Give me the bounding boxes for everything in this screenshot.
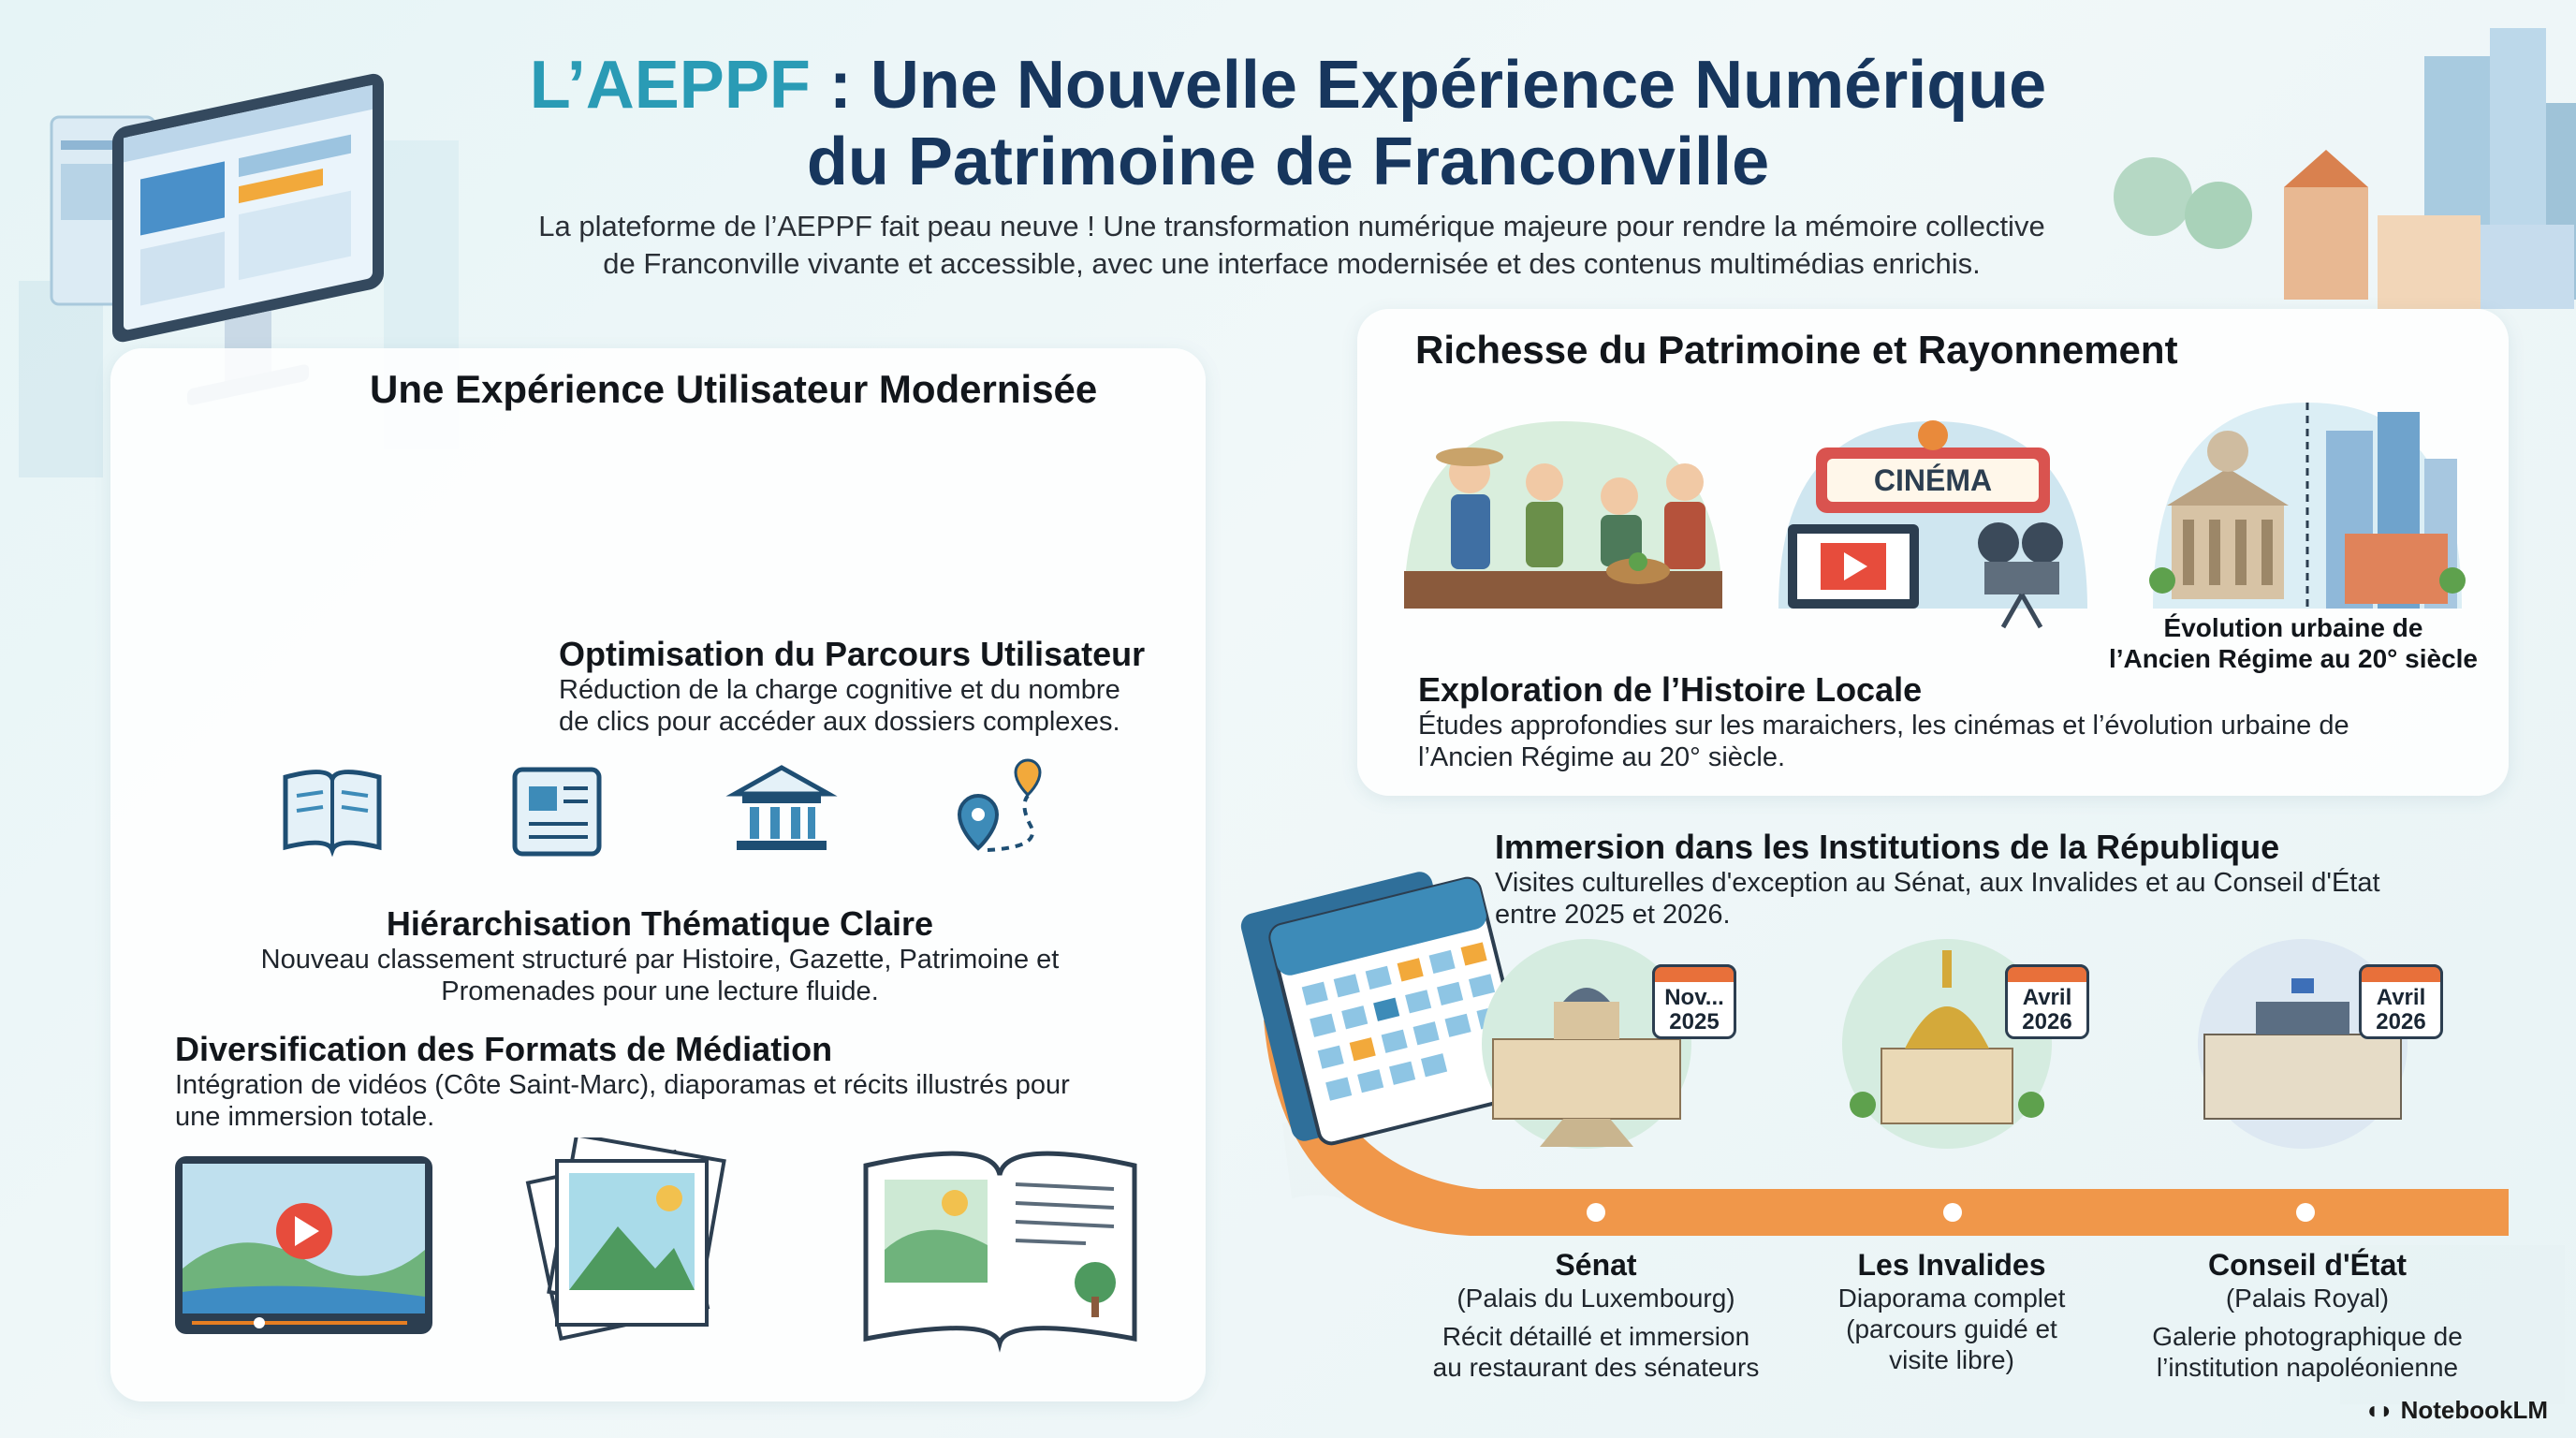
section-text-2: de clics pour accéder aux dossiers complexes. (559, 707, 1120, 737)
market-gardeners-illustration (1404, 421, 1722, 609)
museum-building-icon (735, 768, 828, 850)
ux-section-formats (175, 1030, 1195, 1133)
timeline-item-desc-3: visite libre) (1889, 1345, 2014, 1374)
timeline-item-name: Les Invalides (1857, 1248, 2046, 1282)
timeline-item-desc-1: Récit détaillé et immersion (1442, 1322, 1750, 1351)
page-subtitle (412, 208, 2172, 283)
timeline-item-sub: (Palais Royal) (2225, 1284, 2390, 1313)
heritage-section-local-history (1418, 670, 2466, 773)
timeline-item-desc-2: au restaurant des sénateurs (1432, 1353, 1760, 1382)
urban-caption (2097, 612, 2490, 674)
brand-label: NotebookLM (2400, 1396, 2548, 1424)
cinema-illustration (1778, 420, 2087, 627)
section-title: Exploration de l’Histoire Locale (1418, 670, 1923, 709)
subtitle-line-2: de Franconville vivante et accessible, avec une interface modernisée et des contenus multimédias enrichis. (603, 247, 1981, 280)
section-text-1: Réduction de la charge cognitive et du nombre (559, 675, 1120, 705)
institutions-title: Immersion dans les Institutions de la République (1495, 828, 2280, 866)
institutions-text-1: Visites culturelles d'exception au Sénat, aux Invalides et au Conseil d'État (1495, 868, 2380, 898)
urban-evolution-illustration (2149, 403, 2466, 609)
section-text-2: l’Ancien Régime au 20° siècle. (1418, 742, 1786, 772)
timeline-item-invalides (1769, 1248, 2134, 1375)
timeline-item-name: Conseil d'État (2207, 1248, 2408, 1282)
timeline-item-name: Sénat (1555, 1248, 1637, 1282)
notebooklm-logo-icon: ◖◗ (2364, 1396, 2401, 1424)
section-title: Optimisation du Parcours Utilisateur (559, 635, 1146, 673)
illustrated-book-illustration (866, 1153, 1134, 1343)
timeline-item-conseil (2120, 1248, 2495, 1383)
date-badge-invalides (2005, 964, 2089, 1039)
notebooklm-brand (2364, 1396, 2548, 1425)
badge-month: Avril (2376, 985, 2426, 1010)
section-title: Hiérarchisation Thématique Claire (386, 904, 934, 943)
photo-stack-illustration (528, 1137, 724, 1339)
institutions-text-2: entre 2025 et 2026. (1495, 900, 1731, 930)
heritage-illustrations (1385, 393, 2490, 637)
newspaper-icon (515, 770, 599, 854)
timeline-item-desc-2: (parcours guidé et (1846, 1314, 2057, 1343)
section-text-2: Promenades pour une lecture fluide. (441, 976, 879, 1006)
media-formats-illustrations (173, 1137, 1147, 1353)
cinema-sign-text: CINÉMA (1873, 463, 1993, 497)
date-badge-senat (1652, 964, 1736, 1039)
urban-caption-line-2: l’Ancien Régime au 20° siècle (2108, 644, 2479, 673)
ux-section-hierarchy (225, 904, 1095, 1007)
video-player-illustration (175, 1156, 432, 1334)
badge-month: Avril (2022, 985, 2072, 1010)
theme-icons-row (276, 758, 1053, 861)
section-text-1: Nouveau classement structuré par Histoire, Gazette, Patrimoine et (260, 945, 1060, 975)
date-badge-conseil (2359, 964, 2443, 1039)
open-book-icon (285, 771, 379, 850)
map-route-icon (959, 760, 1040, 850)
title-rest: : Une Nouvelle Expérience Numérique (810, 48, 2047, 123)
subtitle-line-1: La plateforme de l’AEPPF fait peau neuve ! Une transformation numérique majeure pour rendre la mémoire collective (538, 210, 2045, 242)
timeline-item-desc-1: Galerie photographique de (2152, 1322, 2463, 1351)
section-text-2: une immersion totale. (175, 1102, 435, 1132)
ux-section-parcours (559, 635, 1177, 738)
timeline-item-sub: (Palais du Luxembourg) (1456, 1284, 1735, 1313)
timeline-item-desc-1: Diaporama complet (1837, 1284, 2066, 1313)
heritage-heading: Richesse du Patrimoine et Rayonnement (1415, 328, 2178, 372)
institutions-timeline-art (1208, 833, 2537, 1255)
page-title (0, 47, 2576, 200)
ux-heading: Une Expérience Utilisateur Modernisée (370, 367, 1098, 411)
section-text-1: Intégration de vidéos (Côte Saint-Marc), diaporamas et récits illustrés pour (175, 1070, 1070, 1100)
badge-year: 2025 (1669, 1009, 1720, 1034)
badge-month: Nov... (1664, 985, 1724, 1010)
timeline-item-senat (1409, 1248, 1783, 1383)
title-line-2: du Patrimoine de Franconville (806, 125, 1770, 199)
section-text-1: Études approfondies sur les maraichers, les cinémas et l’évolution urbaine de (1418, 711, 2349, 741)
badge-year: 2026 (2022, 1009, 2072, 1034)
title-highlight: L’AEPPF (529, 48, 811, 123)
timeline-item-desc-2: l’institution napoléonienne (2156, 1353, 2459, 1382)
urban-caption-line-1: Évolution urbaine de (2163, 613, 2423, 642)
badge-year: 2026 (2376, 1009, 2426, 1034)
section-title: Diversification des Formats de Médiation (175, 1030, 833, 1068)
